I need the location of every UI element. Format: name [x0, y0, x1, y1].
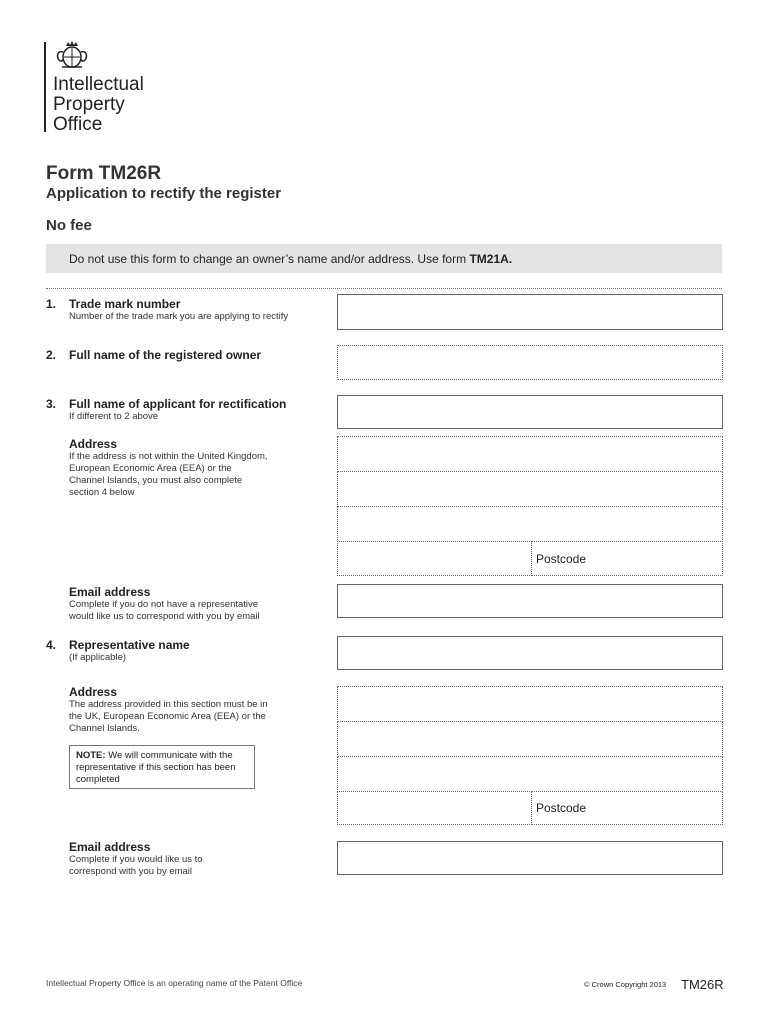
- section-number: 3.: [46, 397, 57, 411]
- org-line: Property: [53, 94, 125, 115]
- applicant-email-hint: [69, 599, 260, 623]
- applicant-address-hint: [69, 451, 268, 499]
- representative-email-input[interactable]: [337, 841, 723, 875]
- hint-line: the UK, European Economic Area (EEA) or the: [69, 711, 266, 722]
- hint-line: correspond with you by email: [69, 866, 193, 877]
- applicant-email-label: Email address: [69, 585, 151, 599]
- form-subtitle: Application to rectify the register: [46, 185, 282, 202]
- footer-copyright: © Crown Copyright 2013: [584, 980, 667, 989]
- notice-form-reference: TM21A.: [469, 252, 513, 266]
- representative-address-hint: [69, 699, 268, 735]
- applicant-address-line-3[interactable]: [337, 506, 723, 542]
- applicant-address-label: Address: [69, 437, 118, 451]
- footer-form-code: TM26R: [681, 977, 724, 992]
- representative-email-hint: [69, 854, 203, 878]
- trade-mark-number-hint: Number of the trade mark you are applying to rectify: [69, 311, 289, 322]
- applicant-name-hint: If different to 2 above: [69, 411, 159, 422]
- hint-line: European Economic Area (EEA) or the: [69, 463, 232, 474]
- hint-line: Complete if you would like us to: [69, 854, 203, 865]
- organisation-name: [53, 75, 144, 135]
- applicant-email-input[interactable]: [337, 584, 723, 618]
- representative-address-line-2[interactable]: [337, 721, 723, 757]
- applicant-address-line-2[interactable]: [337, 471, 723, 507]
- trade-mark-number-input[interactable]: [337, 294, 723, 330]
- hint-line: Channel Islands, you must also complete: [69, 475, 243, 486]
- footer-note: Intellectual Property Office is an operating name of the Patent Office: [46, 978, 303, 988]
- representative-address-line-1[interactable]: [337, 686, 723, 722]
- note-text: [76, 750, 254, 786]
- hint-line: Channel Islands.: [69, 723, 140, 734]
- representative-name-input[interactable]: [337, 636, 723, 670]
- representative-name-hint: (If applicable): [69, 652, 127, 663]
- logo-divider: [44, 42, 46, 132]
- section-number: 1.: [46, 297, 57, 311]
- hint-line: The address provided in this section must be in: [69, 699, 268, 710]
- form-title: Form TM26R: [46, 163, 162, 184]
- royal-crest-icon: [54, 40, 90, 70]
- representative-email-label: Email address: [69, 840, 151, 854]
- note-label: NOTE:: [76, 750, 106, 761]
- org-line: Intellectual: [53, 74, 144, 95]
- note-body: We will communicate with the representative if this section has been completed: [76, 750, 236, 785]
- representative-postcode-label: Postcode: [536, 801, 587, 815]
- trade-mark-number-label: Trade mark number: [69, 297, 181, 311]
- fee-label: No fee: [46, 217, 92, 234]
- notice-text: [69, 252, 512, 266]
- registered-owner-input[interactable]: [337, 345, 723, 380]
- representative-address-line-4[interactable]: [337, 791, 532, 825]
- representative-address-line-3[interactable]: [337, 756, 723, 792]
- applicant-name-input[interactable]: [337, 395, 723, 429]
- hint-line: section 4 below: [69, 487, 135, 498]
- applicant-postcode-label: Postcode: [536, 552, 587, 566]
- section-divider: [46, 288, 722, 289]
- registered-owner-label: Full name of the registered owner: [69, 348, 262, 362]
- hint-line: Complete if you do not have a representative: [69, 599, 259, 610]
- representative-address-label: Address: [69, 685, 118, 699]
- applicant-name-label: Full name of applicant for rectification: [69, 397, 287, 411]
- applicant-address-line-4[interactable]: [337, 541, 532, 576]
- notice-prefix: Do not use this form to change an owner’s name and/or address. Use form: [69, 252, 470, 266]
- representative-name-label: Representative name: [69, 638, 190, 652]
- section-number: 2.: [46, 348, 57, 362]
- applicant-address-line-1[interactable]: [337, 436, 723, 472]
- hint-line: If the address is not within the United Kingdom,: [69, 451, 268, 462]
- org-line: Office: [53, 114, 103, 135]
- hint-line: would like us to correspond with you by email: [69, 611, 260, 622]
- section-number: 4.: [46, 638, 57, 652]
